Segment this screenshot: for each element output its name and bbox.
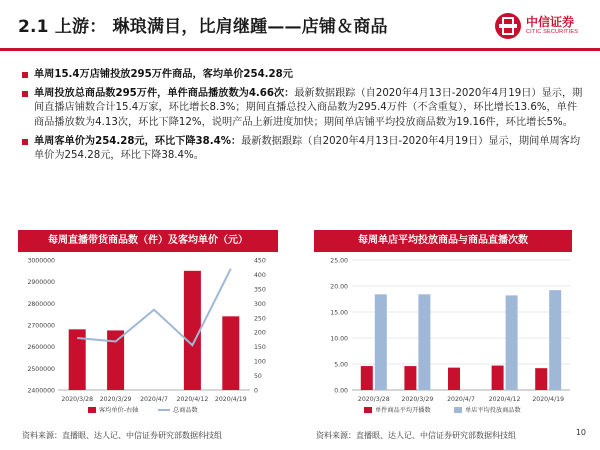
- left-chart-title: 每周直播带货商品数（件）及客均单价（元）: [18, 230, 278, 252]
- bullet-item: [22, 68, 587, 82]
- x-tick-label: 2020/4/19: [214, 396, 247, 403]
- x-tick-label: 2020/4/7: [140, 396, 168, 403]
- citic-logo: [494, 10, 586, 42]
- y-tick-label: 10.00: [330, 335, 348, 343]
- bullet-text: 最新数据跟踪（自2020年4月13日-2020年4月19日）显示，期间单周客均单价为254.28元，环比下降38.4%。: [34, 135, 581, 162]
- bullet-list: [22, 68, 587, 168]
- legend-label: 单件商品平均开播数: [375, 407, 431, 414]
- y-right-tick-label: 350: [254, 286, 266, 294]
- y-tick-label: 25.00: [330, 257, 348, 265]
- y-tick-label: 0.00: [334, 387, 348, 395]
- citic-logo-icon: [494, 12, 522, 40]
- y-tick-label: 20.00: [330, 283, 348, 291]
- bar-avg-plays: [448, 368, 460, 390]
- x-tick-label: 2020/4/19: [532, 396, 565, 403]
- bar-avg-plays: [535, 368, 547, 390]
- x-tick-label: 2020/4/7: [447, 396, 475, 403]
- bar-avg-items: [418, 294, 430, 390]
- y-left-tick-label: 2800000: [27, 300, 55, 308]
- x-tick-label: 2020/3/28: [357, 396, 390, 403]
- bullet-bold: 单周客单价为254.28元，环比下降38.4%：: [34, 135, 242, 147]
- legend-swatch-bar: [454, 407, 462, 413]
- left-source-note: 资料来源：直播眼、达人记、中信证券研究部数据科技组: [22, 431, 222, 440]
- bar-avg-plays: [361, 366, 373, 390]
- right-chart: [314, 252, 580, 424]
- y-right-tick-label: 0: [254, 387, 258, 395]
- x-tick-label: 2020/3/29: [401, 396, 434, 403]
- right-source-note: 资料来源：直播眼、达人记、中信证券研究部数据科技组: [316, 431, 516, 440]
- x-tick-label: 2020/4/12: [176, 396, 209, 403]
- bar-total-items: [107, 330, 124, 390]
- y-tick-label: 15.00: [330, 309, 348, 317]
- bar-total-items: [184, 271, 201, 390]
- x-tick-label: 2020/3/28: [61, 396, 94, 403]
- logo-name: 中信证券: [526, 15, 575, 29]
- y-right-tick-label: 150: [254, 344, 266, 352]
- bullet-bold: 单周投放总商品数295万件，单件商品播放数为4.66次：: [34, 88, 295, 100]
- bar-avg-items: [506, 295, 518, 390]
- bullet-item: [22, 87, 587, 130]
- bullet-bold: 单周15.4万店铺投放295万件商品，客均单价254.28元: [34, 69, 293, 80]
- y-left-tick-label: 3000000: [27, 257, 55, 265]
- bar-avg-items: [549, 290, 561, 390]
- y-tick-label: 5.00: [334, 361, 348, 369]
- line-avg-price: [77, 269, 231, 346]
- y-right-tick-label: 100: [254, 358, 266, 366]
- legend-label: 总商品数: [173, 407, 198, 414]
- left-chart: [18, 252, 283, 424]
- y-left-tick-label: 2400000: [27, 387, 55, 395]
- legend-swatch-bar: [88, 407, 96, 413]
- bullet-text: 最新数据跟踪（自2020年4月13日-2020年4月19日）显示，期间直播店铺数合计15.4万家，环比增长8.3%；期间直播总投入商品数为295.4万件（不含重复），环比增长13.6%，单件商品播放数为4.13次，环比下降12%，说明产品上新进度加快；期间单店铺平均投放商品数为19.16件，环比增长5%。: [34, 88, 583, 128]
- bullet-item: [22, 135, 587, 163]
- legend-label: 单店平均投放商品数: [465, 407, 521, 414]
- logo-subtitle: CITIC SECURITIES: [526, 29, 579, 35]
- y-left-tick-label: 2600000: [27, 344, 55, 352]
- y-right-tick-label: 400: [254, 271, 266, 279]
- bar-avg-plays: [404, 366, 416, 390]
- page-title: 2.1 上游： 琳琅满目，比肩继踵——店铺＆商品: [18, 17, 388, 37]
- y-right-tick-label: 50: [254, 373, 262, 381]
- x-tick-label: 2020/3/29: [99, 396, 132, 403]
- right-chart-title: 每周单店平均投放商品与商品直播次数: [314, 230, 572, 252]
- legend-label: 客均单价-右轴: [99, 407, 139, 414]
- bar-avg-items: [375, 294, 387, 390]
- y-left-tick-label: 2900000: [27, 279, 55, 287]
- y-right-tick-label: 450: [254, 257, 266, 265]
- x-tick-label: 2020/4/12: [488, 396, 521, 403]
- page-number: 10: [575, 428, 586, 437]
- header-rule: [0, 48, 600, 51]
- legend-swatch-bar: [364, 407, 372, 413]
- y-right-tick-label: 200: [254, 329, 266, 337]
- bar-avg-plays: [492, 366, 504, 390]
- y-right-tick-label: 300: [254, 300, 266, 308]
- y-left-tick-label: 2700000: [27, 322, 55, 330]
- y-left-tick-label: 2500000: [27, 365, 55, 373]
- y-right-tick-label: 250: [254, 315, 266, 323]
- bar-total-items: [222, 316, 239, 390]
